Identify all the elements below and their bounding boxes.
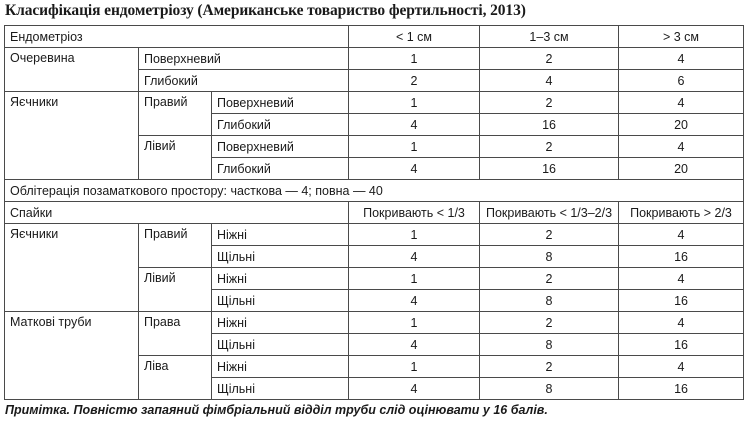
row-type-label: Поверхневий <box>212 92 349 114</box>
table-row <box>5 48 744 70</box>
header-cover-more-two-thirds: Покривають > 2/3 <box>619 202 744 224</box>
side-label-left: Ліва <box>139 356 212 400</box>
cell-value: 4 <box>349 246 480 268</box>
row-type-label: Ніжні <box>212 224 349 246</box>
side-label-right: Права <box>139 312 212 356</box>
header-1-3cm: 1–3 см <box>480 26 619 48</box>
cell-value: 2 <box>349 70 480 92</box>
cell-value: 20 <box>619 158 744 180</box>
cell-value: 4 <box>619 224 744 246</box>
table-header-row <box>5 202 744 224</box>
cell-value: 16 <box>619 334 744 356</box>
obliteration-row <box>5 180 744 202</box>
cell-value: 16 <box>480 158 619 180</box>
cell-value: 8 <box>480 290 619 312</box>
row-type-label: Ніжні <box>212 312 349 334</box>
row-type-label: Глибокий <box>212 158 349 180</box>
footnote: Примітка. Повністю запаяний фімбріальний відділ труби слід оцінювати у 16 балів. <box>5 403 548 417</box>
table-row <box>5 92 744 114</box>
cell-value: 4 <box>349 114 480 136</box>
adhesion-ovaries-label: Яєчники <box>5 224 139 312</box>
row-type-label: Щільні <box>212 246 349 268</box>
side-label-right: Правий <box>139 224 212 268</box>
cell-value: 2 <box>480 268 619 290</box>
cell-value: 2 <box>480 136 619 158</box>
cell-value: 8 <box>480 334 619 356</box>
header-less-1cm: < 1 см <box>349 26 480 48</box>
cell-value: 1 <box>349 224 480 246</box>
cell-value: 6 <box>619 70 744 92</box>
row-type-label: Щільні <box>212 378 349 400</box>
cell-value: 4 <box>619 356 744 378</box>
cell-value: 16 <box>480 114 619 136</box>
cell-value: 2 <box>480 48 619 70</box>
table-row <box>5 312 744 334</box>
cell-value: 1 <box>349 136 480 158</box>
header-more-3cm: > 3 см <box>619 26 744 48</box>
header-cover-less-third: Покривають < 1/3 <box>349 202 480 224</box>
header-adhesions: Спайки <box>5 202 349 224</box>
table-row <box>5 224 744 246</box>
header-endometriosis: Ендометріоз <box>5 26 349 48</box>
side-label-right: Правий <box>139 92 212 136</box>
cell-value: 4 <box>619 136 744 158</box>
obliteration-text: Облітерація позаматкового простору: часткова — 4; повна — 40 <box>5 180 744 202</box>
cell-value: 2 <box>480 312 619 334</box>
cell-value: 16 <box>619 290 744 312</box>
cell-value: 4 <box>619 92 744 114</box>
cell-value: 4 <box>619 48 744 70</box>
cell-value: 1 <box>349 268 480 290</box>
cell-value: 4 <box>349 290 480 312</box>
adhesion-tubes-label: Маткові труби <box>5 312 139 400</box>
cell-value: 16 <box>619 378 744 400</box>
header-cover-third-two-thirds: Покривають < 1/3–2/3 <box>480 202 619 224</box>
cell-value: 2 <box>480 356 619 378</box>
cell-value: 1 <box>349 92 480 114</box>
cell-value: 2 <box>480 224 619 246</box>
cell-value: 2 <box>480 92 619 114</box>
row-type-label: Поверхневий <box>139 48 349 70</box>
side-label-left: Лівий <box>139 136 212 180</box>
table-header-row <box>5 26 744 48</box>
peritoneum-label: Очеревина <box>5 48 139 92</box>
row-type-label: Щільні <box>212 334 349 356</box>
cell-value: 4 <box>349 378 480 400</box>
cell-value: 8 <box>480 378 619 400</box>
cell-value: 1 <box>349 356 480 378</box>
row-type-label: Поверхневий <box>212 136 349 158</box>
row-type-label: Ніжні <box>212 356 349 378</box>
cell-value: 4 <box>619 268 744 290</box>
ovaries-label: Яєчники <box>5 92 139 180</box>
row-type-label: Ніжні <box>212 268 349 290</box>
cell-value: 1 <box>349 48 480 70</box>
table-title: Класифікація ендометріозу (Американське товариство фертильності, 2013) <box>5 2 526 19</box>
row-type-label: Глибокий <box>139 70 349 92</box>
cell-value: 4 <box>619 312 744 334</box>
row-type-label: Глибокий <box>212 114 349 136</box>
side-label-left: Лівий <box>139 268 212 312</box>
cell-value: 16 <box>619 246 744 268</box>
row-type-label: Щільні <box>212 290 349 312</box>
cell-value: 4 <box>349 334 480 356</box>
cell-value: 1 <box>349 312 480 334</box>
cell-value: 8 <box>480 246 619 268</box>
endometriosis-classification-table <box>4 25 744 400</box>
cell-value: 4 <box>349 158 480 180</box>
cell-value: 4 <box>480 70 619 92</box>
cell-value: 20 <box>619 114 744 136</box>
